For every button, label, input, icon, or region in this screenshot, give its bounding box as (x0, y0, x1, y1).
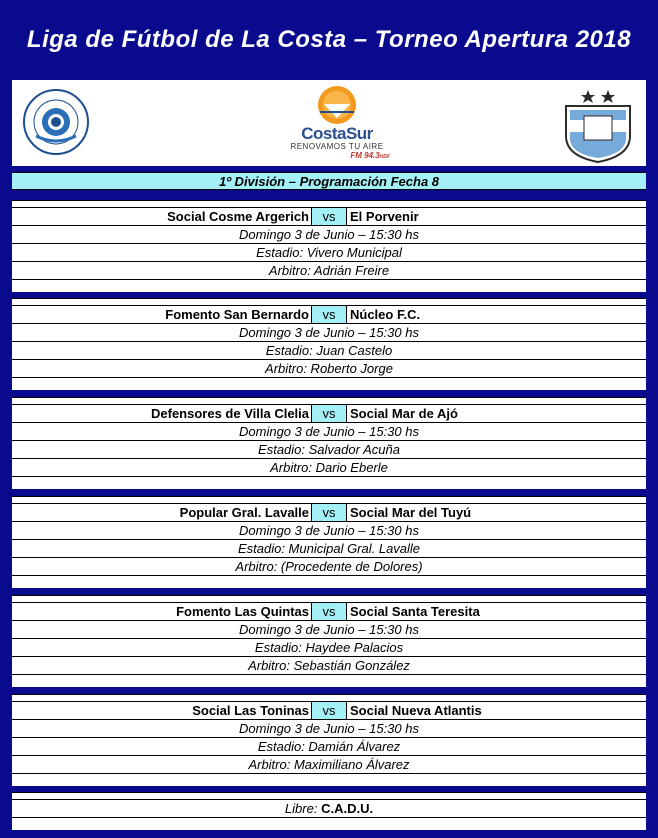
match-stadium: Estadio: Vivero Municipal (12, 244, 646, 262)
sun-icon (312, 84, 362, 126)
match-teams-row (12, 405, 646, 423)
page-title: Liga de Fútbol de La Costa – Torneo Apertura 2018 (26, 26, 632, 53)
spacer-row (12, 280, 646, 292)
libre-team: C.A.D.U. (321, 801, 374, 816)
spacer-row (12, 496, 646, 504)
match-referee: Arbitro: Adrián Freire (12, 262, 646, 280)
home-team: Social Las Toninas (192, 703, 309, 718)
afa-shield-icon (558, 84, 638, 164)
match-date: Domingo 3 de Junio – 15:30 hs (12, 621, 646, 639)
away-team: Social Nueva Atlantis (350, 703, 482, 718)
spacer-row (12, 774, 646, 786)
vs-label: vs (311, 306, 347, 323)
division-header: 1º División – Programación Fecha 8 (12, 172, 646, 190)
match-referee: Arbitro: Maximiliano Álvarez (12, 756, 646, 774)
match-date: Domingo 3 de Junio – 15:30 hs (12, 423, 646, 441)
home-team: Social Cosme Argerich (167, 209, 309, 224)
spacer-row (12, 694, 646, 702)
home-team: Popular Gral. Lavalle (179, 505, 309, 520)
match-teams-row (12, 603, 646, 621)
vs-label: vs (311, 208, 347, 225)
sponsor-logo (282, 84, 392, 162)
spacer-row (12, 477, 646, 489)
match-block (12, 496, 646, 588)
sponsor-frequency: FM 94.3HDF (350, 151, 390, 160)
spacer-row (12, 378, 646, 390)
spacer-row (12, 200, 646, 208)
match-teams-row (12, 702, 646, 720)
logos-banner (12, 80, 646, 166)
away-team: Social Mar del Tuyú (350, 505, 472, 520)
match-date: Domingo 3 de Junio – 15:30 hs (12, 720, 646, 738)
spacer-row (12, 397, 646, 405)
match-block (12, 397, 646, 489)
spacer-row (12, 792, 646, 800)
match-referee: Arbitro: Dario Eberle (12, 459, 646, 477)
match-stadium: Estadio: Damián Álvarez (12, 738, 646, 756)
vs-label: vs (311, 405, 347, 422)
sponsor-slogan: RENOVAMOS TU AIRE (290, 142, 384, 151)
home-team: Fomento San Bernardo (165, 307, 309, 322)
match-block (12, 298, 646, 390)
match-stadium: Estadio: Haydee Palacios (12, 639, 646, 657)
match-teams-row (12, 208, 646, 226)
match-date: Domingo 3 de Junio – 15:30 hs (12, 226, 646, 244)
libre-block (12, 792, 646, 830)
match-date: Domingo 3 de Junio – 15:30 hs (12, 324, 646, 342)
libre-row (12, 800, 646, 818)
spacer-row (12, 818, 646, 830)
match-teams-row (12, 504, 646, 522)
match-block (12, 595, 646, 687)
league-logo (22, 88, 90, 156)
match-stadium: Estadio: Municipal Gral. Lavalle (12, 540, 646, 558)
away-team: Núcleo F.C. (350, 307, 421, 322)
away-team: Social Santa Teresita (350, 604, 480, 619)
spacer-row (12, 298, 646, 306)
match-referee: Arbitro: Sebastián González (12, 657, 646, 675)
spacer-row (12, 595, 646, 603)
vs-label: vs (311, 603, 347, 620)
spacer-row (12, 576, 646, 588)
away-team: Social Mar de Ajó (350, 406, 458, 421)
spacer-row (12, 675, 646, 687)
match-referee: Arbitro: (Procedente de Dolores) (12, 558, 646, 576)
match-date: Domingo 3 de Junio – 15:30 hs (12, 522, 646, 540)
vs-label: vs (311, 702, 347, 719)
match-stadium: Estadio: Salvador Acuña (12, 441, 646, 459)
match-referee: Arbitro: Roberto Jorge (12, 360, 646, 378)
afa-logo (558, 84, 638, 164)
sponsor-name: CostaSur (301, 124, 373, 143)
home-team: Fomento Las Quintas (176, 604, 309, 619)
match-teams-row (12, 306, 646, 324)
league-emblem-icon (22, 88, 90, 156)
libre-label: Libre: (284, 801, 322, 816)
home-team: Defensores de Villa Clelia (151, 406, 309, 421)
match-block (12, 694, 646, 786)
away-team: El Porvenir (350, 209, 419, 224)
match-block (12, 200, 646, 292)
vs-label: vs (311, 504, 347, 521)
match-stadium: Estadio: Juan Castelo (12, 342, 646, 360)
